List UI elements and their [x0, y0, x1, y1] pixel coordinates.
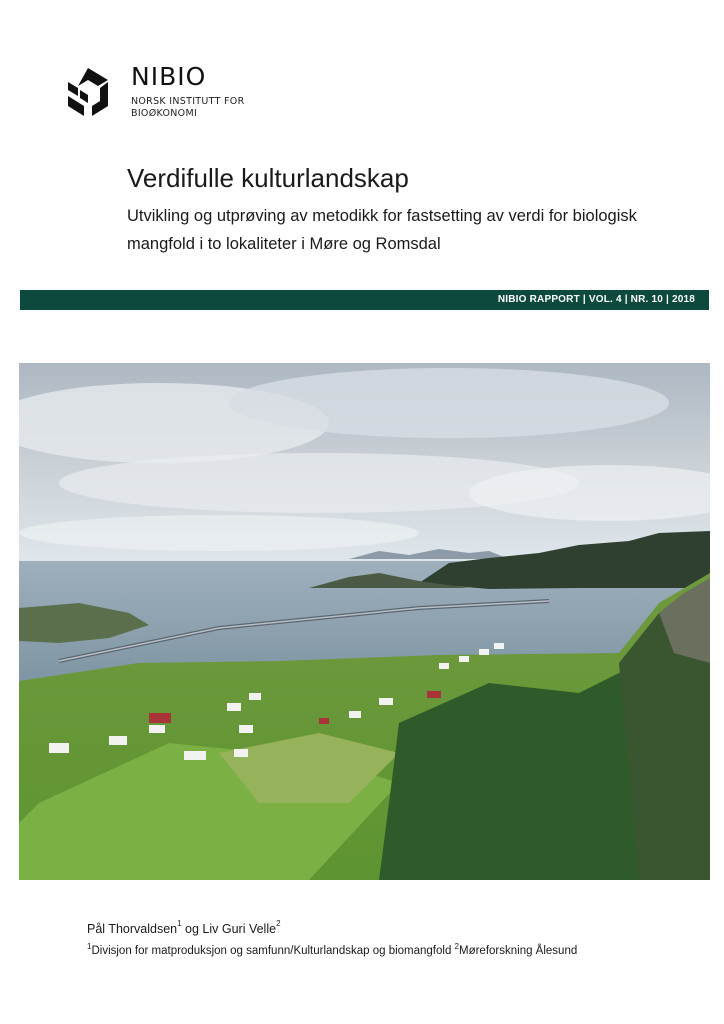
report-title: Verdifulle kulturlandskap [127, 163, 409, 193]
affiliations [87, 942, 578, 957]
affiliation-1-mark: 1 [87, 942, 92, 951]
author-1-affiliation-mark: 1 [177, 919, 182, 928]
logo-wordmark: NIBIO [131, 62, 207, 91]
author-2-affiliation-mark: 2 [276, 919, 281, 928]
affiliation-1: Divisjon for matproduksjon og samfunn/Kulturlandskap og biomangfold [91, 945, 455, 957]
logo-subtitle-line1: NORSK INSTITUTT FOR [131, 96, 245, 107]
affiliation-2: Møreforskning Ålesund [459, 945, 578, 957]
nibio-logo-icon [64, 66, 112, 118]
author-1: Pål Thorvaldsen [87, 922, 178, 936]
logo-subtitle [131, 96, 244, 120]
nibio-logo [64, 64, 264, 124]
affiliation-2-mark: 2 [454, 942, 459, 951]
logo-subtitle-line2: BIOØKONOMI [131, 108, 198, 119]
author-joiner: og [181, 922, 203, 936]
report-series-band: NIBIO RAPPORT | VOL. 4 | NR. 10 | 2018 [20, 290, 709, 310]
cover-photo [19, 363, 710, 880]
report-subtitle: Utvikling og utprøving av metodikk for fastsetting av verdi for biologisk mangfold i to lokaliteter i Møre og Romsdal [127, 207, 637, 253]
authors [87, 919, 281, 936]
author-2: Liv Guri Velle [202, 922, 277, 936]
